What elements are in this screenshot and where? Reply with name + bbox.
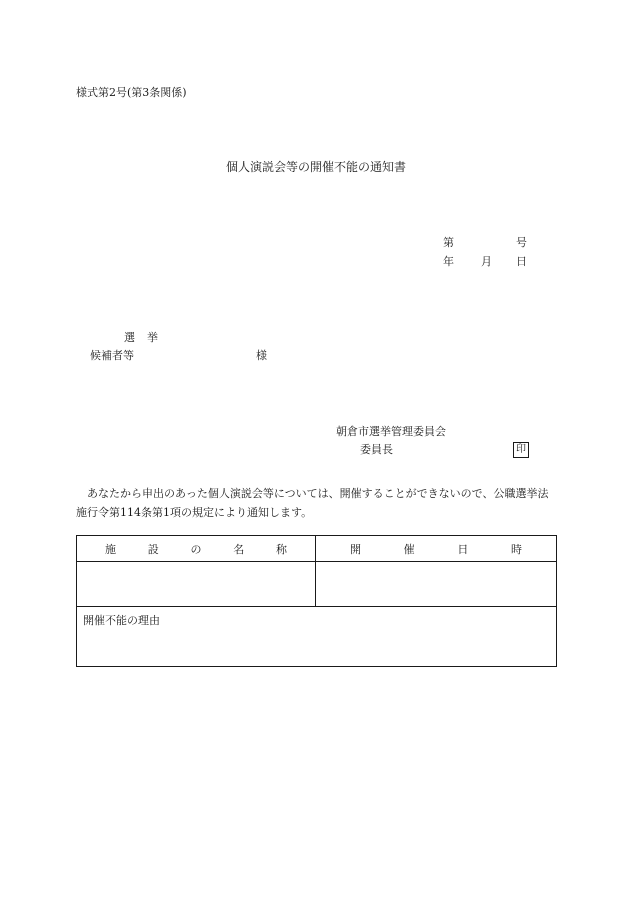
form-number: 様式第2号(第3条関係) xyxy=(76,86,187,99)
facility-name-cell xyxy=(77,562,316,607)
addressee-honorific: 様 xyxy=(256,349,267,362)
document-title: 個人演説会等の開催不能の通知書 xyxy=(226,160,407,174)
seal-mark: 印 xyxy=(513,442,529,458)
date-month-label: 月 xyxy=(481,255,492,268)
datetime-header: 開 催 日 時 xyxy=(316,536,557,562)
reason-cell xyxy=(77,607,557,667)
facility-name-header: 施 設 の 名 称 xyxy=(77,536,316,562)
notice-body: あなたから申出のあった個人演説会等については、開催することができないので、公職選挙法施行令第114条第1項の規定により通知します。 xyxy=(76,487,549,519)
issuer-organization: 朝倉市選挙管理委員会 xyxy=(336,425,446,438)
datetime-cell xyxy=(316,562,557,607)
info-table xyxy=(76,535,557,667)
addressee-candidate: 候補者等 xyxy=(90,349,134,362)
date-year-label: 年 xyxy=(443,255,454,268)
document-number-suffix: 号 xyxy=(516,236,527,249)
issuer-title: 委員長 xyxy=(360,443,393,456)
document-number-prefix: 第 xyxy=(443,236,454,249)
addressee-election: 選挙 xyxy=(124,331,170,344)
date-day-label: 日 xyxy=(516,255,527,268)
reason-label: 開催不能の理由 xyxy=(83,614,160,627)
